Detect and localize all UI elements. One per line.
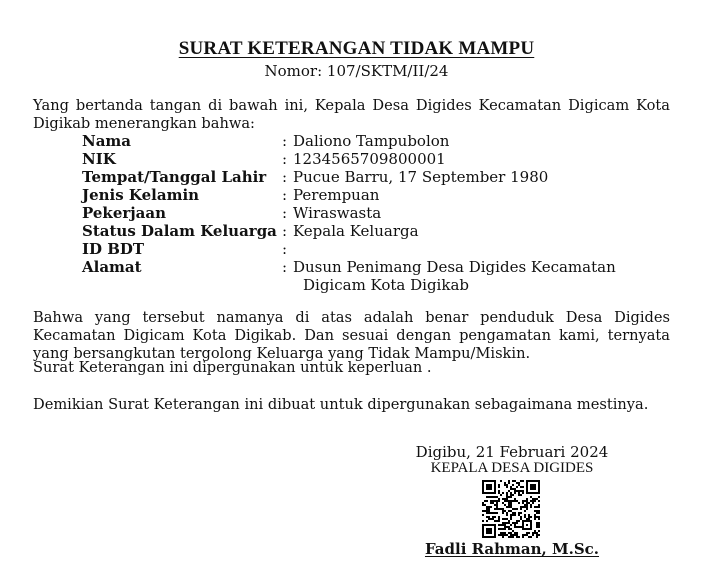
field-value: Wiraswasta <box>293 204 382 222</box>
field-value: Pucue Barru, 17 September 1980 <box>293 168 549 186</box>
field-separator: : <box>282 258 288 276</box>
field-separator: : <box>282 240 288 258</box>
field-value <box>293 240 682 258</box>
field-row-nik <box>82 150 682 168</box>
field-row-nama <box>82 132 682 150</box>
field-label: Jenis Kelamin <box>82 186 200 204</box>
field-separator: : <box>282 204 288 222</box>
field-label: Alamat <box>82 258 142 276</box>
field-label: Pekerjaan <box>82 204 167 222</box>
field-separator: : <box>282 132 288 150</box>
field-row-alamat <box>82 258 682 294</box>
body-paragraph: Bahwa yang tersebut namanya di atas adalah benar penduduk Desa Digides Kecamatan Digicam Kota Digikab. Dan sesuai dengan pengamatan kami, ternyata yang bersangkutan tergolong Keluarga yang Tidak Mampu/Miskin. <box>33 309 670 362</box>
field-value <box>293 258 682 294</box>
document-title: SURAT KETERANGAN TIDAK MAMPU <box>178 38 535 59</box>
address-line-2: Digicam Kota Digikab <box>303 276 469 294</box>
field-row-id-bdt <box>82 240 682 258</box>
field-row-pekerjaan <box>82 204 682 222</box>
signature-place-date: Digibu, 21 Februari 2024 <box>415 443 609 461</box>
signature-position: KEPALA DESA DIGIDES <box>430 460 594 476</box>
field-value: Kepala Keluarga <box>293 222 419 240</box>
field-label: ID BDT <box>82 240 145 258</box>
field-value: Daliono Tampubolon <box>293 132 450 150</box>
address-line-1: Dusun Penimang Desa Digides Kecamatan <box>293 258 616 276</box>
field-separator: : <box>282 150 288 168</box>
field-label: Status Dalam Keluarga <box>82 222 277 240</box>
field-label: NIK <box>82 150 116 168</box>
purpose-paragraph: Surat Keterangan ini dipergunakan untuk keperluan . <box>33 359 432 376</box>
field-row-status <box>82 222 682 240</box>
signature-name: Fadli Rahman, M.Sc. <box>424 540 600 558</box>
field-separator: : <box>282 222 288 240</box>
field-row-ttl <box>82 168 682 186</box>
intro-paragraph: Yang bertanda tangan di bawah ini, Kepala Desa Digides Kecamatan Digicam Kota Digikab menerangkan bahwa: <box>33 97 670 132</box>
document-number: Nomor: 107/SKTM/II/24 <box>264 62 449 80</box>
closing-paragraph: Demikian Surat Keterangan ini dibuat untuk dipergunakan sebagaimana mestinya. <box>33 396 649 413</box>
field-value: 1234565709800001 <box>293 150 446 168</box>
field-separator: : <box>282 186 288 204</box>
field-separator: : <box>282 168 288 186</box>
field-value: Perempuan <box>293 186 380 204</box>
identity-fields <box>82 132 682 294</box>
field-label: Nama <box>82 132 132 150</box>
field-label: Tempat/Tanggal Lahir <box>82 168 267 186</box>
qr-code-icon <box>482 480 540 538</box>
field-row-jenis-kelamin <box>82 186 682 204</box>
